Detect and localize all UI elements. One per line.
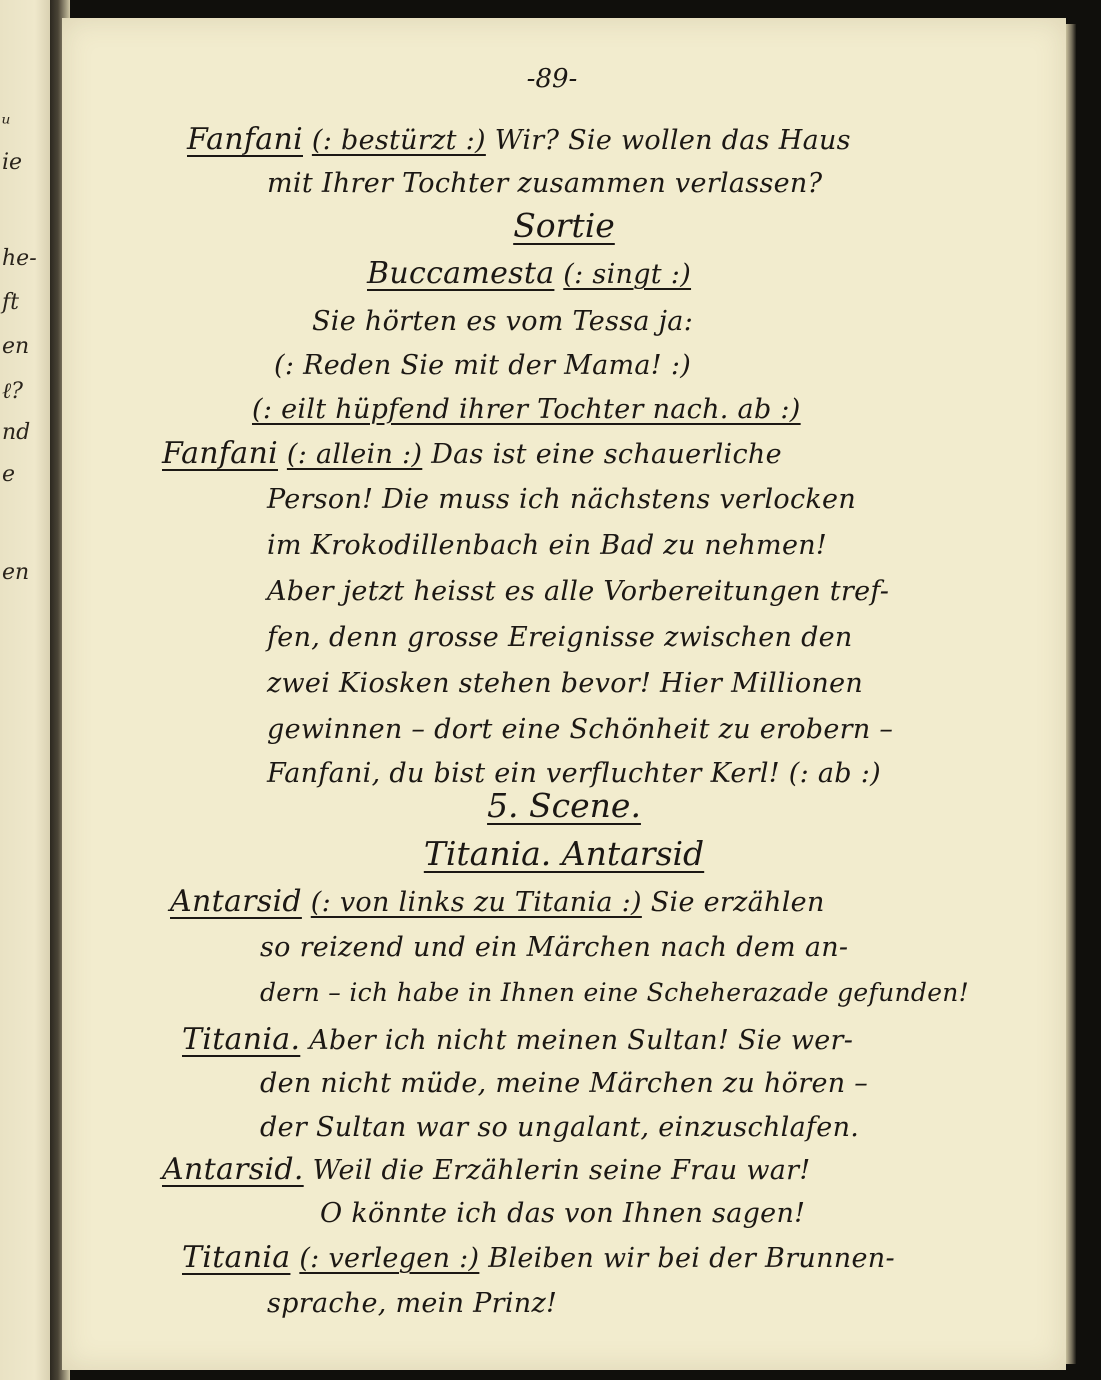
text-line [267, 576, 889, 607]
text-line [260, 978, 969, 1007]
line-text: so reizend und ein Märchen nach dem an- [260, 932, 849, 963]
speaker-name: Titania [182, 1240, 291, 1275]
line-text: Fanfani, du bist ein verfluchter Kerl! (: ab :) [267, 758, 882, 789]
text-line [267, 668, 863, 699]
line-text: dern – ich habe in Ihnen eine Scheherazade gefunden! [260, 978, 970, 1007]
speaker-name: Antarsid. [162, 1152, 304, 1187]
text-line [182, 1240, 895, 1275]
text-line [320, 1198, 805, 1229]
previous-page-edge [0, 0, 50, 1380]
speaker-name: Fanfani [162, 436, 278, 471]
page-edge-shadow [1066, 24, 1076, 1364]
line-text: im Krokodillenbach ein Bad zu nehmen! [267, 530, 828, 561]
text-line [260, 1068, 868, 1099]
line-text: (: Reden Sie mit der Mama! :) [274, 350, 692, 381]
left-page-fragment: ᵘ [2, 112, 11, 137]
text-line [170, 884, 825, 919]
stage-direction: (: singt :) [563, 259, 692, 290]
stage-direction: (: bestürzt :) [311, 125, 486, 156]
left-page-fragment: en [2, 334, 30, 359]
line-text: zwei Kiosken stehen bevor! Hier Millionen [267, 668, 864, 699]
left-page-fragment: en [2, 560, 30, 585]
text-line [367, 256, 691, 291]
text-line [187, 122, 851, 157]
text-line [252, 394, 801, 425]
left-page-fragment: ft [2, 290, 19, 315]
line-text: den nicht müde, meine Märchen zu hören – [260, 1068, 869, 1099]
line-text: Sie erzählen [650, 887, 825, 918]
line-text: sprache, mein Prinz! [267, 1288, 558, 1319]
text-line [267, 484, 856, 515]
line-text: Aber jetzt heisst es alle Vorbereitungen tref- [267, 576, 890, 607]
line-text: Das ist eine schauerliche [431, 439, 782, 470]
line-text: Wir? Sie wollen das Haus [494, 125, 851, 156]
text-line [267, 622, 853, 653]
left-page-fragment: ℓ? [2, 379, 23, 404]
speaker-name: Buccamesta [367, 256, 555, 291]
stage-direction: (: von links zu Titania :) [310, 887, 642, 918]
text-line [274, 350, 691, 381]
text-line [260, 932, 848, 963]
speaker-name: Titania. [182, 1022, 301, 1057]
left-page-fragment: he- [2, 246, 37, 271]
line-text: Sie hörten es vom Tessa ja: [312, 306, 694, 337]
stage-direction: (: eilt hüpfend ihrer Tochter nach. ab :) [252, 394, 801, 425]
manuscript-page [62, 18, 1066, 1370]
scene-characters-heading: Titania. Antarsid [423, 834, 705, 873]
stage-direction: (: allein :) [286, 439, 423, 470]
line-text: gewinnen – dort eine Schönheit zu erobern – [267, 714, 894, 745]
left-page-fragment: ie [2, 150, 23, 175]
line-text: Weil die Erzählerin seine Frau war! [312, 1155, 811, 1186]
text-line [182, 1022, 853, 1057]
page-number: -89- [526, 64, 578, 94]
text-line [267, 758, 881, 789]
text-line [267, 1288, 557, 1319]
speaker-name: Fanfani [187, 122, 303, 157]
text-line [267, 530, 827, 561]
speaker-name: Antarsid [170, 884, 302, 919]
line-text: Bleiben wir bei der Brunnen- [488, 1243, 895, 1274]
text-line [312, 306, 693, 337]
line-text: fen, denn grosse Ereignisse zwischen den [267, 622, 853, 653]
line-text: Aber ich nicht meinen Sultan! Sie wer- [309, 1025, 854, 1056]
left-page-fragment: nd [2, 420, 31, 445]
line-text: der Sultan war so ungalant, einzuschlafen. [260, 1112, 860, 1143]
line-text: Person! Die muss ich nächstens verlocken [267, 484, 857, 515]
text-line [267, 714, 893, 745]
text-line [267, 168, 822, 199]
section-heading: Sortie [513, 206, 615, 245]
text-line [260, 1112, 859, 1143]
scene-heading: 5. Scene. [487, 786, 641, 825]
line-text: O könnte ich das von Ihnen sagen! [320, 1198, 806, 1229]
text-line [162, 436, 782, 471]
left-page-fragment: e [2, 462, 16, 487]
line-text: mit Ihrer Tochter zusammen verlassen? [267, 168, 823, 199]
text-line [162, 1152, 811, 1187]
stage-direction: (: verlegen :) [299, 1243, 480, 1274]
